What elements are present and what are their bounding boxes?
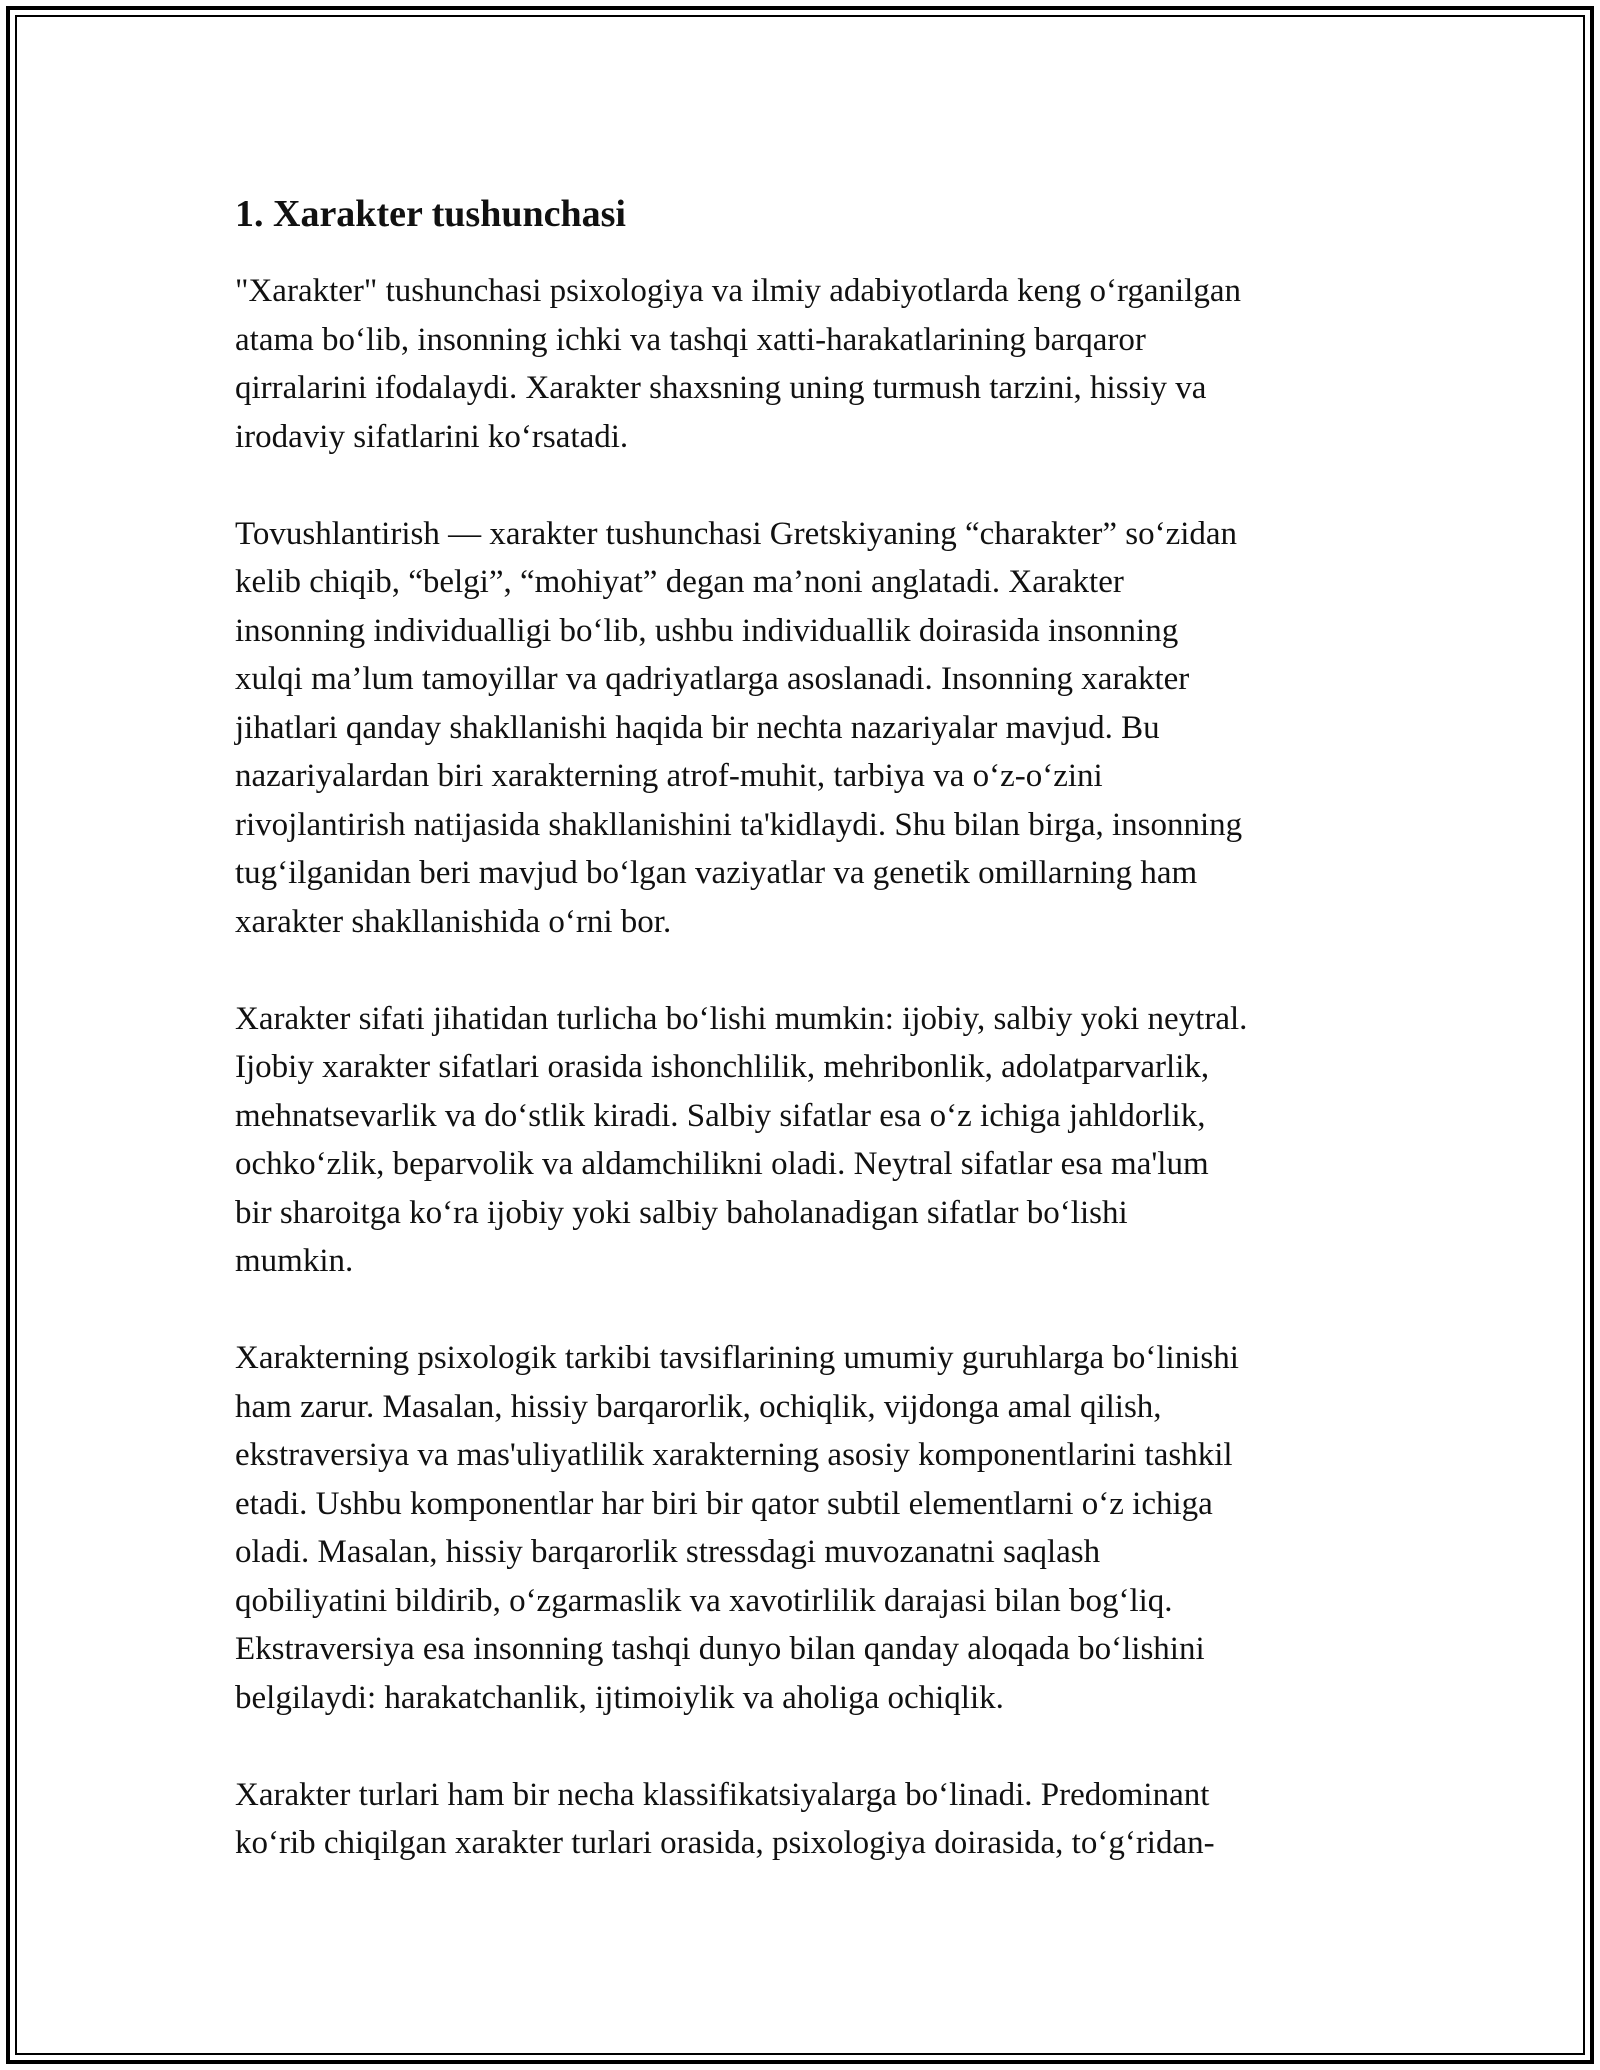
document-body xyxy=(235,185,1365,1916)
paragraph-types: Xarakter turlari ham bir necha klassifikatsiyalarga bo‘linadi. Predominant ko‘rib chiqilgan xarakter turlari orasida, psixologiya doirasida, to‘g‘ridan- xyxy=(235,1776,1215,1861)
section-heading: 1. Xarakter tushunchasi xyxy=(235,193,626,235)
paragraph-components: Xarakterning psixologik tarkibi tavsiflarining umumiy guruhlarga bo‘linishi ham zarur. Masalan, hissiy barqarorlik, ochiqlik, vijdonga amal qilish, ekstraversiya va mas'uliyatlilik xarakterning asosiy komponentlarini tashkil etadi. Ushbu komponentlar har biri bir qator subtil elementlarni o‘z ichiga oladi. Masalan, hissiy barqarorlik stressdagi muvozanatni saqlash qobiliyatini bildirib, o‘zgarmaslik va xavotirlilik darajasi bilan bog‘liq. Ekstraversiya esa insonning tashqi dunyo bilan qanday aloqada bo‘lishini belgilaydi: harakatchanlik, ijtimoiylik va aholiga ochiqlik. xyxy=(235,1340,1239,1716)
paragraph-qualities: Xarakter sifati jihatidan turlicha bo‘lishi mumkin: ijobiy, salbiy yoki neytral. Ijobiy xarakter sifatlari orasida ishonchlilik, mehribonlik, adolatparvarlik, mehnatsevarlik va do‘stlik kiradi. Salbiy sifatlar esa o‘z ichiga jahldorlik, ochko‘zlik, beparvolik va aldamchilikni oladi. Neytral sifatlar esa ma'lum bir sharoitga ko‘ra ijobiy yoki salbiy baholanadigan sifatlar bo‘lishi mumkin. xyxy=(235,1000,1248,1279)
paragraph-definition: "Xarakter" tushunchasi psixologiya va ilmiy adabiyotlarda keng o‘rganilgan atama bo‘lib, insonning ichki va tashqi xatti-harakatlarining barqaror qirralarini ifodalaydi. Xarakter shaxsning uning turmush tarzini, hissiy va irodaviy sifatlarini ko‘rsatadi. xyxy=(235,273,1241,455)
paragraph-etymology: Tovushlantirish — xarakter tushunchasi Gretskiyaning “charakter” so‘zidan kelib chiqib, “belgi”, “mohiyat” degan ma’noni anglatadi. Xarakter insonning individualligi bo‘lib, ushbu individuallik doirasida insonning xulqi ma’lum tamoyillar va qadriyatlarga asoslanadi. Insonning xarakter jihatlari qanday shakllanishi haqida bir nechta nazariyalar mavjud. Bu nazariyalardan biri xarakterning atrof-muhit, tarbiya va o‘z-o‘zini rivojlantirish natijasida shakllanishini ta'kidlaydi. Shu bilan birga, insonning tug‘ilganidan beri mavjud bo‘lgan vaziyatlar va genetik omillarning ham xarakter shakllanishida o‘rni bor. xyxy=(235,515,1243,940)
